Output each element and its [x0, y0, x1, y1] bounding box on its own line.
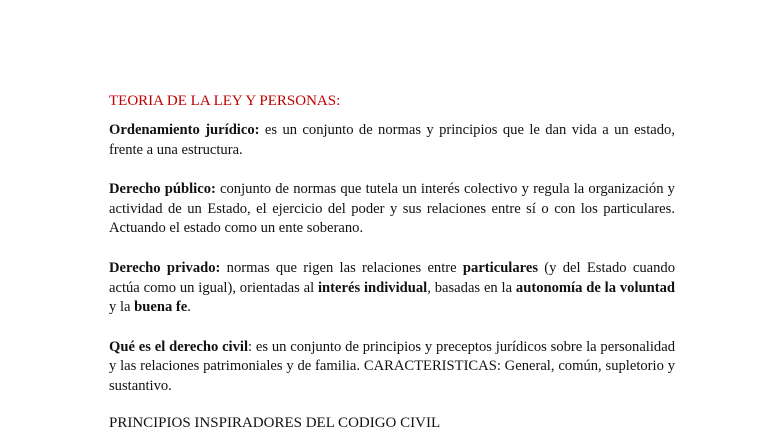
- definition-derecho-civil: : es un conjunto de principios y preceptos jurídicos sobre la personalidad y las relaciones patrimoniales y de familia. CARACTERISTICAS: General, común, supletorio y sustantivo.: [109, 338, 675, 394]
- term-derecho-civil: Qué es el derecho civil: [109, 338, 249, 355]
- definition-part-2: (y del Estado cuando actúa como un igual), orientadas al: [109, 259, 675, 296]
- definition-part-1: normas que rigen las relaciones entre: [220, 259, 463, 276]
- bold-autonomia-voluntad: autonomía de la voluntad: [515, 279, 676, 296]
- paragraph-ordenamiento-juridico: [109, 121, 675, 160]
- definition-ordenamiento-juridico: es un conjunto de normas y principios que le dan vida a un estado, frente a una estructura.: [109, 122, 676, 158]
- paragraph-derecho-publico: [109, 180, 675, 239]
- bold-buena-fe: buena fe: [134, 299, 188, 316]
- paragraph-derecho-privado: [109, 259, 675, 318]
- definition-part-5: .: [187, 299, 191, 316]
- bold-particulares: particulares: [462, 259, 539, 276]
- bold-interes-individual: interés individual: [317, 279, 428, 296]
- definition-part-3: , basadas en la: [427, 279, 516, 296]
- definition-part-4: y la: [109, 299, 135, 316]
- term-derecho-publico: Derecho público:: [109, 181, 216, 198]
- section-title: TEORIA DE LA LEY Y PERSONAS:: [109, 93, 341, 109]
- document-body: [109, 91, 675, 433]
- term-derecho-privado: Derecho privado:: [109, 259, 221, 276]
- paragraph-derecho-civil: [109, 338, 675, 397]
- definition-derecho-publico: conjunto de normas que tutela un interés colectivo y regula la organización y actividad de un Estado, el ejercicio del poder y sus relaciones entre sí o con los particulares. Actuando el estado como un ente soberano.: [109, 181, 675, 237]
- term-ordenamiento-juridico: Ordenamiento jurídico:: [109, 122, 260, 138]
- section-heading-principios: PRINCIPIOS INSPIRADORES DEL CODIGO CIVIL: [109, 414, 441, 431]
